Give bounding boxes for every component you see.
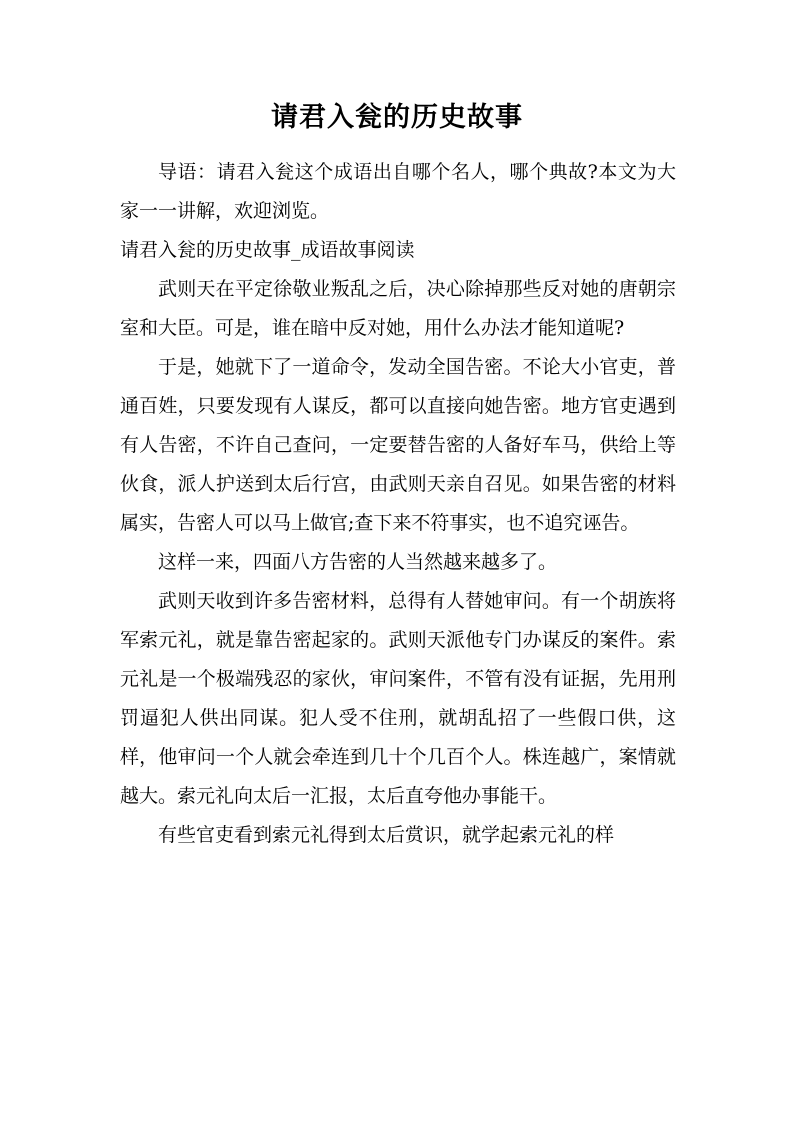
paragraph-subtitle: 请君入瓮的历史故事_成语故事阅读 <box>120 239 415 261</box>
paragraph: 有些官吏看到索元礼得到太后赏识，就学起索元礼的样 <box>158 824 615 846</box>
paragraph: 武则天收到许多告密材料，总得有人替她审问。有一个胡族将军索元礼，就是靠告密起家的。武则天派他专门办谋反的案件。索元礼是一个极端残忍的家伙，审问案件，不管有没有证据，先用刑罚逼犯人供出同谋。犯人受不住刑，就胡乱招了一些假口供，这样，他审问一个人就会牵连到几十个几百个人。株连越广，案情就越大。索元礼向太后一汇报，太后直夸他办事能干。 <box>120 590 676 807</box>
document-body <box>120 153 676 855</box>
paragraph: 这样一来，四面八方告密的人当然越来越多了。 <box>158 551 558 573</box>
paragraph: 于是，她就下了一道命令，发动全国告密。不论大小官吏，普通百姓，只要发现有人谋反，都可以直接向她告密。地方官吏遇到有人告密，不许自己查问，一定要替告密的人备好车马，供给上等伙食，派人护送到太后行宫，由武则天亲自召见。如果告密的材料属实，告密人可以马上做官;查下来不符事实，也不追究诬告。 <box>120 356 676 534</box>
document-title: 请君入瓮的历史故事 <box>271 102 523 133</box>
paragraph-intro: 导语：请君入瓮这个成语出自哪个名人，哪个典故?本文为大家一一讲解，欢迎浏览。 <box>120 161 676 222</box>
paragraph: 武则天在平定徐敬业叛乱之后，决心除掉那些反对她的唐朝宗室和大臣。可是，谁在暗中反对她，用什么办法才能知道呢? <box>120 278 676 339</box>
